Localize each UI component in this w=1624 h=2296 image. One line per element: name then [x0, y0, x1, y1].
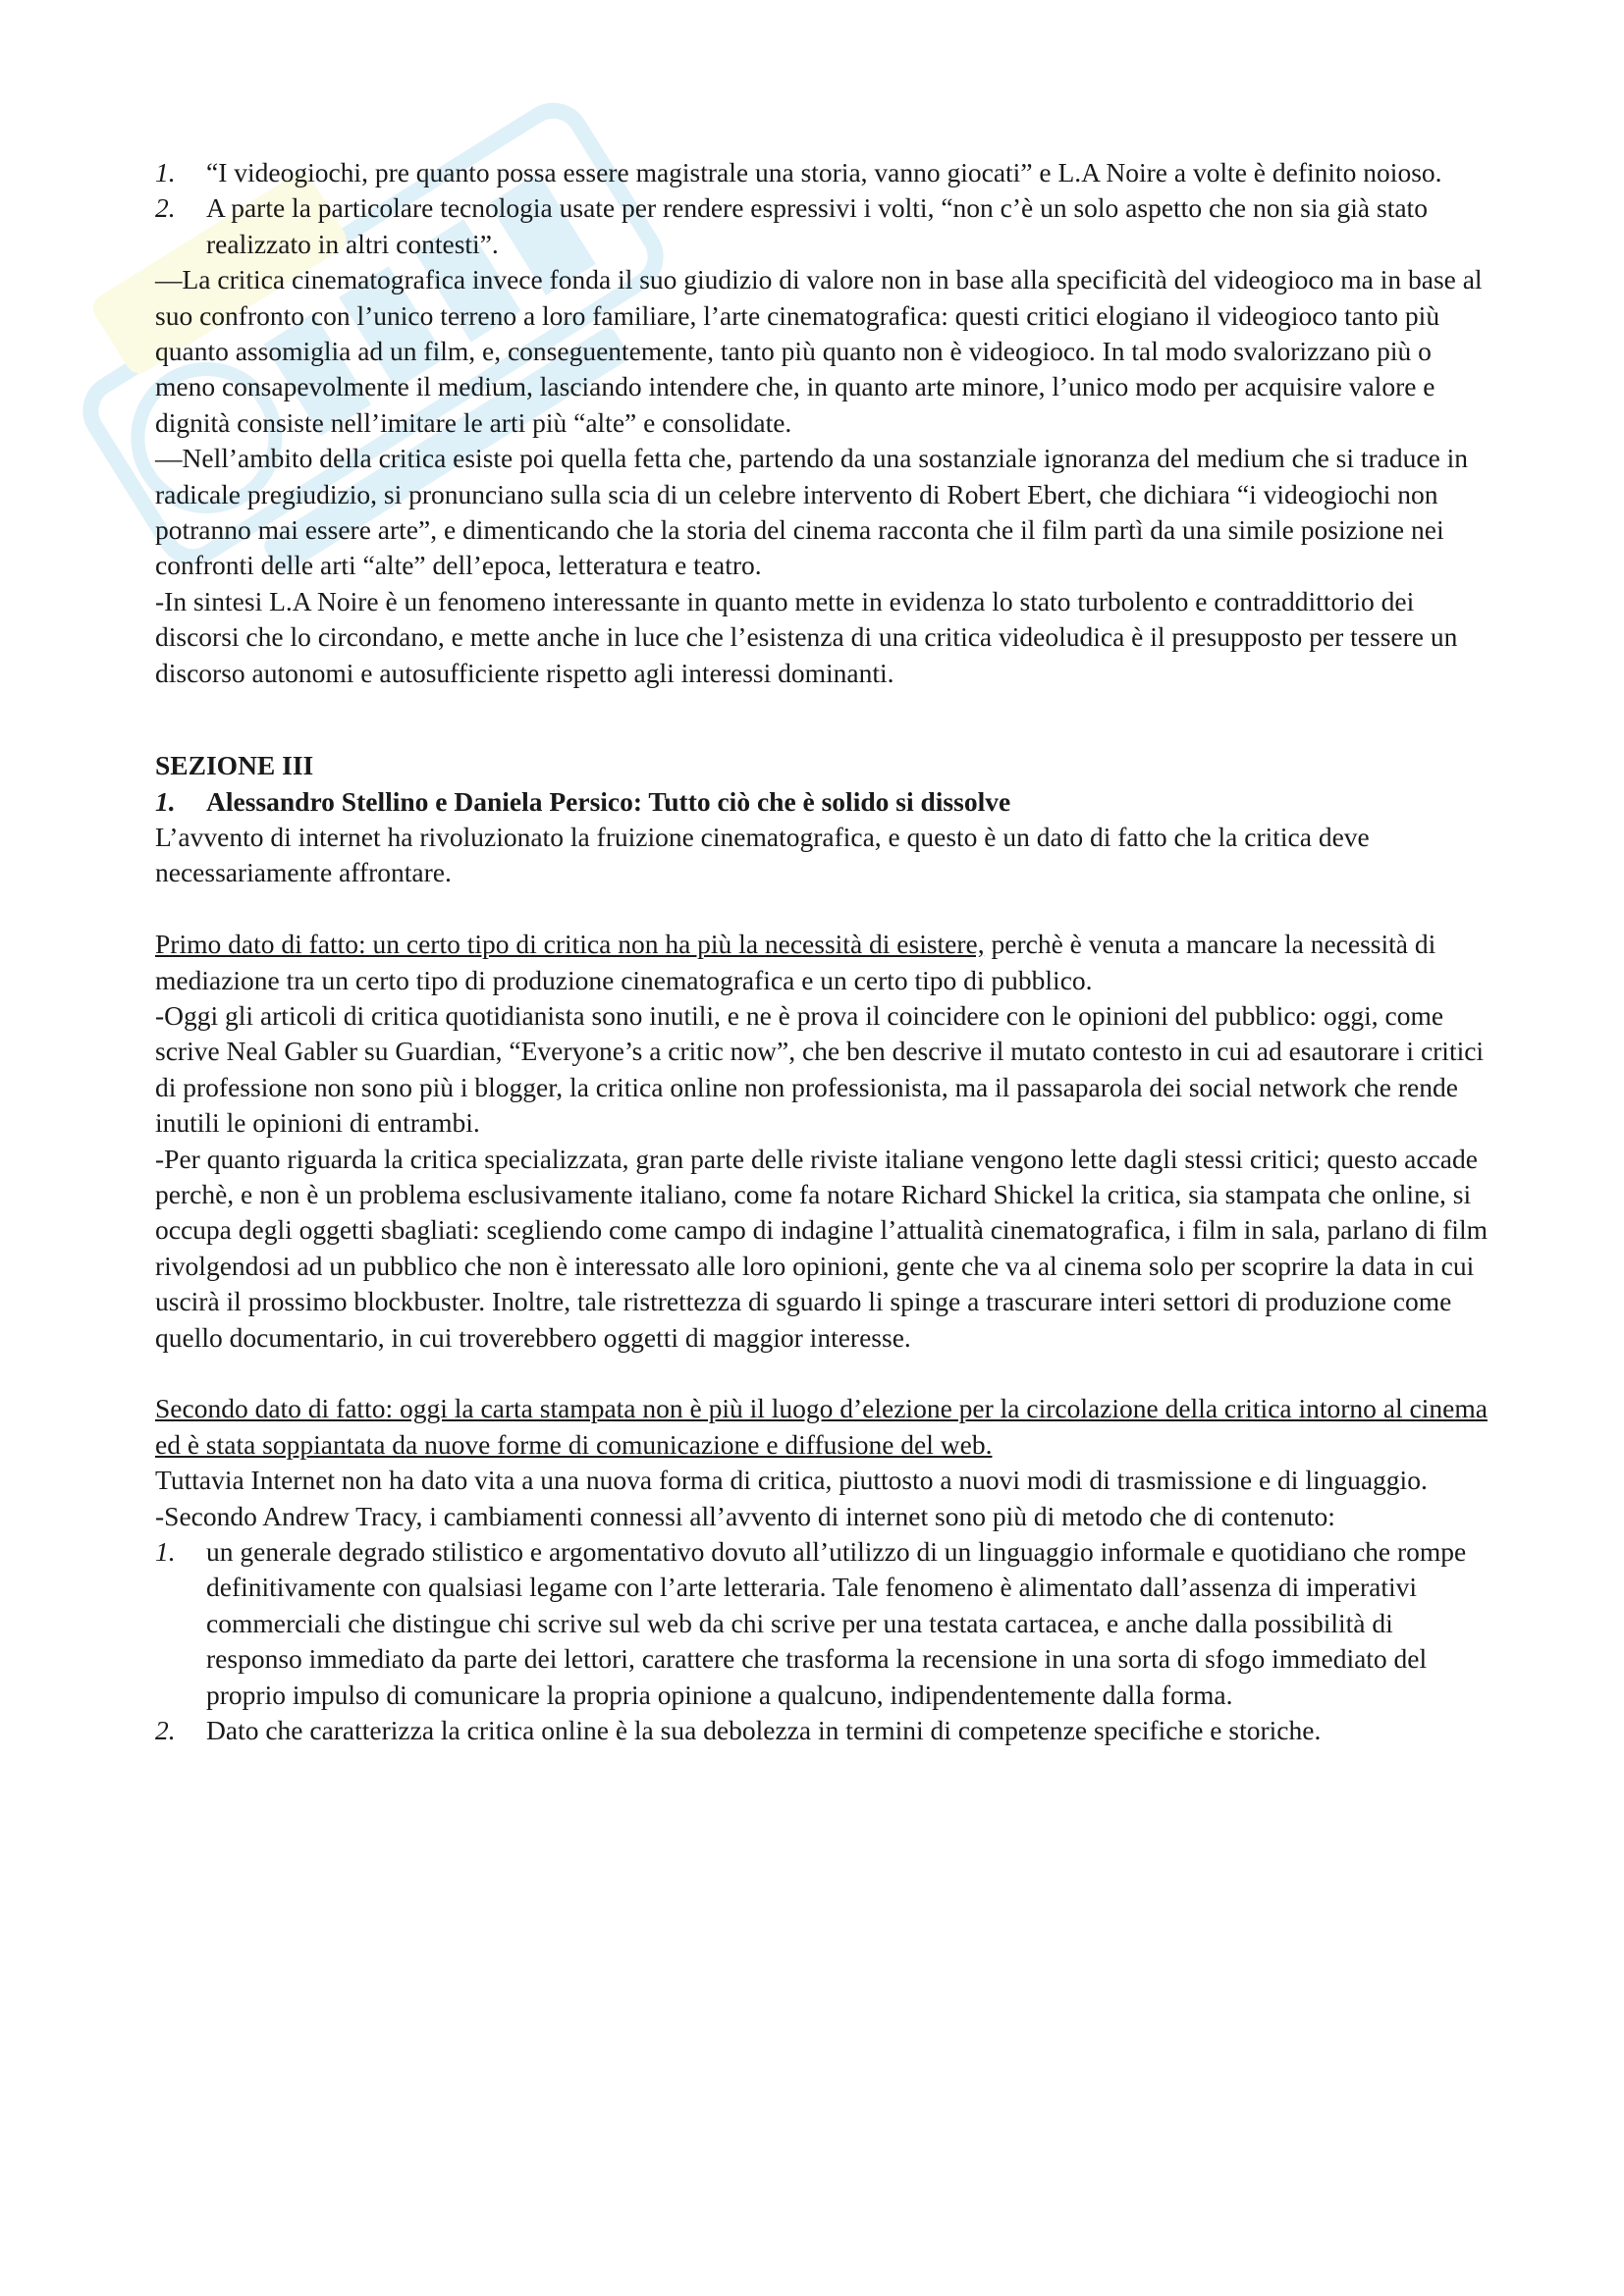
subsection-number: 1.	[155, 785, 176, 817]
list-text: A parte la particolare tecnologia usate per rendere espressivi i volti, “non c’è un solo aspetto che non sia già stato realizzato in altri contesti”.	[206, 192, 1428, 259]
list-number: 2.	[155, 1715, 176, 1746]
paragraph-sintesi: -In sintesi L.A Noire è un fenomeno interessante in quanto mette in evidenza lo stato turbolento e contraddittorio dei discorsi che lo circondano, e mette anche in luce che l’esistenza di una critica videoludica è il presupposto per tessere un discorso autonomi e autosufficiente rispetto agli interessi dominanti.	[155, 585, 1458, 688]
paragraph-critica-cinematografica: —La critica cinematografica invece fonda il suo giudizio di valore non in base alla specificità del videogioco ma in base al suo confronto con l’unico terreno a loro familiare, l’arte cinematografica: questi critici elogiano il videogioco tanto più quanto assomiglia ad un film, e, conseguentemente, tanto più quanto non è videogioco. In tal modo svalorizzano più o meno consapevolmente il medium, lasciando intendere che, in quanto arte minore, l’unico modo per acquisire valore e dignità consiste nell’imitare le arti più “alte” e consolidate.	[155, 264, 1483, 438]
paragraph-quotidianista: -Oggi gli articoli di critica quotidianista sono inutili, e ne è prova il coincidere con le opinioni del pubblico: oggi, come scrive Neal Gabler su Guardian, “Everyone’s a critic now”, che ben descrive il mutato contesto in cui ad esautorare i critici di professione non sono più i blogger, la critica online non professionista, ma il passaparola dei social network che rende inutili le opinioni di entrambi.	[155, 999, 1485, 1139]
paragraph-avvento: L’avvento di internet ha rivoluzionato la fruizione cinematografica, e questo è un dato di fatto che la critica deve necessariamente affrontare.	[155, 821, 1370, 888]
paragraph-ambito-critica: —Nell’ambito della critica esiste poi quella fetta che, partendo da una sostanziale ignoranza del medium che si traduce in radicale pregiudizio, si pronunciano sulla scia di un celebre intervento di Robert Ebert, che dichiara “i videogiochi non potranno mai essere arte”, e dimenticando che la storia del cinema racconta che il film partì da una simile posizione nei confronti delle arti “alte” dell’epoca, letteratura e teatro.	[155, 443, 1469, 581]
secondo-dato-underlined: Secondo dato di fatto: oggi la carta stampata non è più il luogo d’elezione per la circolazione della critica intorno al cinema ed è stata soppiantata da nuove forme di comunicazione e diffusione del web.	[155, 1393, 1488, 1460]
paragraph-tracy: -Secondo Andrew Tracy, i cambiamenti connessi all’avvento di internet sono più di metodo che di contenuto:	[155, 1500, 1335, 1531]
subsection-title: Alessandro Stellino e Daniela Persico: Tutto ciò che è solido si dissolve	[206, 785, 1011, 817]
primo-dato-underlined: Primo dato di fatto: un certo tipo di critica non ha più la necessità di esistere,	[155, 929, 985, 960]
primo-dato-rest: perchè è venuta a mancare la necessità di mediazione tra un certo tipo di produzione cinematografica e un certo tipo di pubblico.	[155, 929, 1436, 995]
list-text: Dato che caratterizza la critica online è la sua debolezza in termini di competenze specifiche e storiche.	[206, 1715, 1322, 1746]
paragraph-specializzata: -Per quanto riguarda la critica specializzata, gran parte delle riviste italiane vengono lette dagli stessi critici; questo accade perchè, e non è un problema esclusivamente italiano, come fa notare Richard Shickel la critica, sia stampata che online, si occupa degli oggetti sbagliati: scegliendo come campo di indagine l’attualità cinematografica, i film in sala, parlano di film rivolgendosi ad un pubblico che non è interessato alle loro opinioni, gente che va al cinema solo per scoprire la data in cui uscirà il prossimo blockbuster. Inoltre, tale ristrettezza di sguardo li spinge a trascurare interi settori di produzione come quello documentario, in cui troverebbero oggetti di maggior interesse.	[155, 1143, 1488, 1353]
list-item	[155, 1713, 1489, 1748]
list-text: “I videogiochi, pre quanto possa essere magistrale una storia, vanno giocati” e L.A Noire a volte è definito noioso.	[206, 157, 1442, 187]
list-item	[155, 1534, 1489, 1713]
list-number: 1.	[155, 157, 176, 187]
paragraph-primo-dato	[155, 927, 1489, 998]
document-page	[155, 155, 1489, 1748]
section-heading: SEZIONE III	[155, 750, 314, 781]
subsection-heading	[155, 784, 1489, 820]
list-number: 1.	[155, 1536, 176, 1567]
list-item	[155, 190, 1489, 262]
list-item	[155, 155, 1489, 190]
secondo-dato-rest: Tuttavia Internet non ha dato vita a una nuova forma di critica, piuttosto a nuovi modi di trasmissione e di linguaggio.	[155, 1465, 1428, 1496]
list-text: un generale degrado stilistico e argomentativo dovuto all’utilizzo di un linguaggio informale e quotidiano che rompe definitivamente con qualsiasi legame con l’arte letteraria. Tale fenomeno è alimentato dall’assenza di imperativi commerciali che distingue chi scrive sul web da chi scrive per una testata cartacea, e anche dalla possibilità di responso immediato da parte dei lettori, carattere che trasforma la recensione in una sorta di sfogo immediato del proprio impulso di comunicare la propria opinione a qualcuno, indipendentemente dalla forma.	[206, 1536, 1467, 1710]
list-number: 2.	[155, 192, 176, 224]
